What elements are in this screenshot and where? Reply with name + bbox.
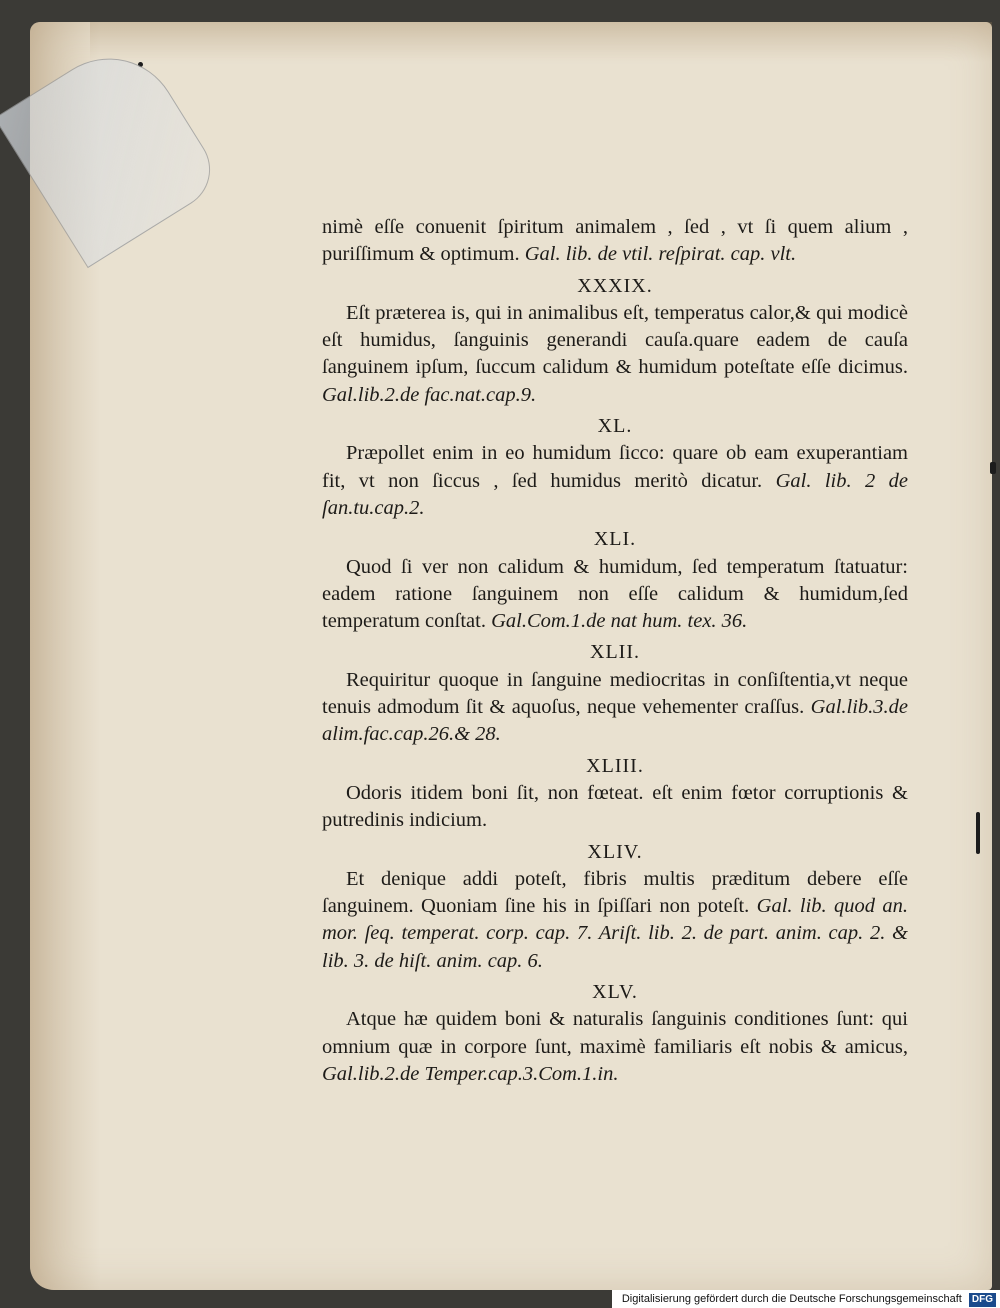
citation: Gal. lib. quod an. mor. ſeq. temperat. corp. cap. 7. Ariſt. lib. 2. de part. anim. cap. 2. & lib. 3. de hiſt. anim. cap. 6. xyxy=(322,895,908,972)
section-number: XLI. xyxy=(593,528,637,551)
digitization-footer xyxy=(612,1290,1000,1308)
citation: Gal.lib.2.de Temper.cap.3.Com.1.in. xyxy=(322,1062,619,1085)
dfg-logo-icon: DFG xyxy=(969,1293,996,1307)
section-paragraph xyxy=(322,300,908,409)
paragraph-text: Requiritur quoque in ſanguine mediocritas in conſiſtentia,vt neque tenuis admodum ſit & aquoſus, neque vehementer craſſus. xyxy=(322,668,908,719)
paragraph-text: Eſt præterea is, qui in animalibus eſt, temperatus calor,& qui modicè eſt humidus, ſanguinis generandi cauſa.quare eadem de cauſa ſanguinem ipſum, ſuccum calidum & humidum poteſtate eſſe dicimus. xyxy=(322,301,908,379)
section-number: XLII. xyxy=(590,641,640,664)
section-paragraph xyxy=(322,866,908,975)
citation: Gal. lib. de vtil. reſpirat. cap. vlt. xyxy=(524,243,797,266)
citation: Gal. lib. 2 de ſan.tu.cap.2. xyxy=(322,469,908,519)
section-number: XLV. xyxy=(592,981,638,1004)
section-number: XLIII. xyxy=(586,754,644,777)
ink-mark xyxy=(976,812,980,854)
section-paragraph xyxy=(322,1006,908,1088)
paragraph-text: nimè eſſe conuenit ſpiritum animalem , ſed , vt ſi quem alium , puriſſimum & optimum. xyxy=(322,216,908,266)
paragraph-text: Atque hæ quidem boni & naturalis ſanguinis conditiones ſunt: qui omnium quæ in corpore ſunt, maximè familiaris eſt nobis & amicus, xyxy=(322,1008,908,1058)
paragraph-text: Quod ſi ver non calidum & humidum, ſed temperatum ſtatuatur: eadem ratione ſanguinem non eſſe calidum & humidum,ſed temperatum conſtat. xyxy=(322,555,908,633)
section-paragraph xyxy=(322,667,908,749)
section-paragraph xyxy=(322,440,908,522)
paragraph-text: Odoris itidem boni ſit, non fœteat. eſt enim fœtor corruptionis & putredinis indicium. xyxy=(322,781,908,832)
section-paragraph xyxy=(322,554,908,636)
citation: Gal.Com.1.de nat hum. tex. 36. xyxy=(491,610,748,633)
paragraph-text: Et denique addi poteſt, fibris multis præditum debere eſſe ſanguinem. Quoniam ſine his in ſpiſſari non poteſt. xyxy=(322,867,908,918)
section-paragraph xyxy=(322,780,908,835)
footer-text: Digitalisierung gefördert durch die Deutsche Forschungsgemeinschaft xyxy=(621,1293,962,1305)
paragraph-text: Præpollet enim in eo humidum ſicco: quare ob eam exuperantiam fit, vt non ſiccus , ſed humidus meritò dicatur. xyxy=(322,442,908,492)
section-number: XLIV. xyxy=(587,840,643,863)
citation: Gal.lib.3.de alim.fac.cap.26.& 28. xyxy=(322,696,909,746)
ink-mark xyxy=(990,462,996,474)
citation: Gal.lib.2.de fac.nat.cap.9. xyxy=(322,383,537,406)
intro-paragraph xyxy=(322,214,908,269)
section-number: XL. xyxy=(597,415,633,438)
section-number: XXXIX. xyxy=(577,274,653,297)
page-text xyxy=(322,214,908,1088)
